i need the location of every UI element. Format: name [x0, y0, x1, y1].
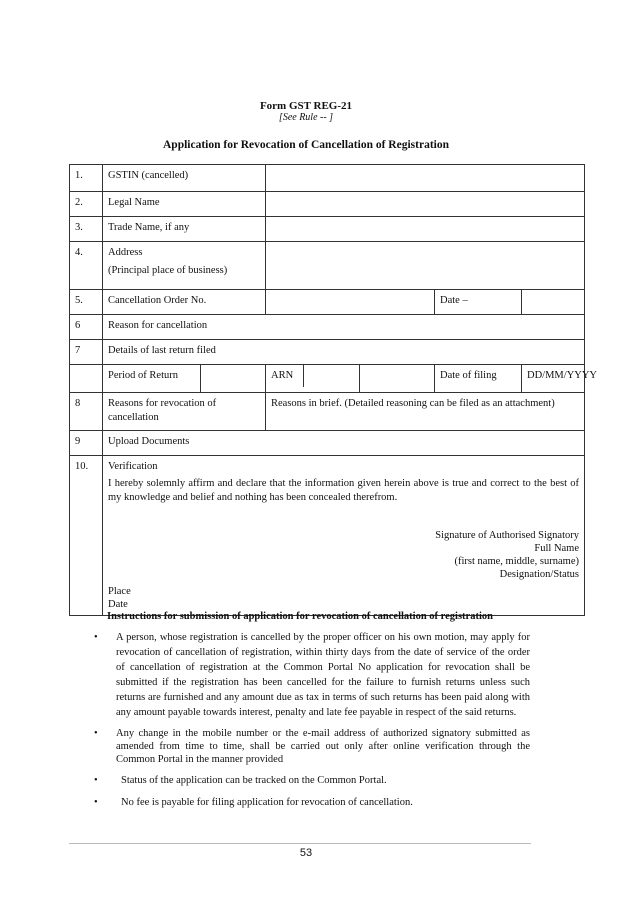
table-row — [70, 340, 585, 365]
date-filing-label: Date of filing — [435, 365, 522, 393]
instructions-list — [90, 630, 530, 817]
table-row — [70, 456, 585, 616]
table-row — [70, 192, 585, 217]
place-label: Place — [108, 586, 131, 597]
application-title: Application for Revocation of Cancellation of Registration — [163, 139, 449, 151]
row-number: 3. — [70, 217, 103, 242]
table-row — [70, 217, 585, 242]
trade-name-label: Trade Name, if any — [103, 217, 266, 242]
row-number: 9 — [70, 431, 103, 456]
bullet-icon: • — [94, 797, 98, 808]
table-row — [70, 242, 585, 290]
period-return-field[interactable] — [201, 365, 266, 393]
cancellation-date-label: Date – — [435, 290, 522, 315]
address-label: Address — [108, 247, 143, 258]
empty-cell — [70, 365, 103, 393]
date-label: Date — [108, 599, 128, 610]
table-row — [70, 315, 585, 340]
row-number: 5. — [70, 290, 103, 315]
instruction-text: Any change in the mobile number or the e-mail address of authorized signatory submitted as amended from time to time, shall be carried out only after online verification through the Common Portal in the manner provided — [116, 728, 530, 765]
revocation-reason-brief[interactable]: Reasons in brief. (Detailed reasoning can be filed as an attachment) — [266, 393, 585, 431]
trade-name-field[interactable] — [266, 217, 585, 242]
gstin-label: GSTIN (cancelled) — [103, 165, 266, 192]
form-title: Form GST REG-21 — [259, 100, 353, 112]
table-row — [70, 165, 585, 192]
cancellation-order-field[interactable] — [266, 290, 435, 315]
table-row — [70, 365, 585, 393]
verification-cell — [103, 456, 585, 616]
cancellation-date-field[interactable] — [522, 290, 585, 315]
bullet-icon: • — [94, 632, 98, 643]
designation-label: Designation/Status — [499, 569, 580, 580]
page-number: 53 — [299, 847, 313, 859]
name-format-label: (first name, middle, surname) — [454, 556, 580, 567]
footer-divider — [69, 843, 531, 844]
row-number: 7 — [70, 340, 103, 365]
arn-cell — [266, 365, 360, 393]
address-label-cell — [103, 242, 266, 290]
instruction-text: No fee is payable for filing application for revocation of cancellation. — [121, 797, 413, 808]
reason-cancellation-label: Reason for cancellation — [103, 315, 585, 340]
revocation-reason-label: Reasons for revocation of cancellation — [103, 393, 266, 431]
upload-documents-label[interactable]: Upload Documents — [103, 431, 585, 456]
signature-label: Signature of Authorised Signatory — [435, 530, 580, 541]
cancellation-order-label: Cancellation Order No. — [103, 290, 266, 315]
row-number: 8 — [70, 393, 103, 431]
row-number: 6 — [70, 315, 103, 340]
bullet-icon: • — [94, 775, 98, 786]
list-item — [90, 773, 530, 788]
rule-reference: [See Rule -- ] — [278, 112, 334, 123]
gstin-field[interactable] — [266, 165, 585, 192]
registration-form-table — [69, 164, 598, 616]
legal-name-label: Legal Name — [103, 192, 266, 217]
list-item — [90, 795, 530, 810]
last-return-label: Details of last return filed — [103, 340, 585, 365]
arn-field-cell[interactable] — [360, 365, 435, 393]
instructions-title: Instructions for submission of application for revocation of cancellation of registration — [107, 611, 493, 622]
period-return-label: Period of Return — [103, 365, 201, 393]
full-name-label: Full Name — [534, 543, 580, 554]
address-field[interactable] — [266, 242, 585, 290]
row-number: 4. — [70, 242, 103, 290]
list-item — [90, 630, 530, 720]
list-item — [90, 727, 530, 766]
verification-label: Verification — [108, 461, 158, 472]
row-number: 1. — [70, 165, 103, 192]
table-row — [70, 393, 585, 431]
declaration-text: I hereby solemnly affirm and declare that the information given herein above is true and correct to the best of my knowledge and belief and nothing has been concealed therefrom. — [108, 478, 580, 503]
instruction-text: A person, whose registration is cancelled by the proper officer on his own motion, may apply for revocation of cancellation of registration, within thirty days from the date of service of the order of cancellation of registration at the Common Portal No application for revocation shall be submitted if the registration has been cancelled for the failure to furnish returns unless such returns are furnished and any amount due as tax in terms of such returns has been paid along with any amount payable towards interest, penalty and late fee payable in respect of the said returns. — [116, 632, 530, 718]
bullet-icon: • — [94, 728, 98, 739]
instruction-text: Status of the application can be tracked on the Common Portal. — [121, 775, 387, 786]
legal-name-field[interactable] — [266, 192, 585, 217]
arn-label: ARN — [266, 365, 304, 387]
arn-field[interactable] — [304, 365, 359, 387]
table-row — [70, 290, 585, 315]
date-filing-format[interactable]: DD/MM/YYYY — [522, 365, 585, 393]
address-sublabel: (Principal place of business) — [108, 265, 228, 276]
table-row — [70, 431, 585, 456]
row-number: 2. — [70, 192, 103, 217]
row-number: 10. — [70, 456, 103, 616]
